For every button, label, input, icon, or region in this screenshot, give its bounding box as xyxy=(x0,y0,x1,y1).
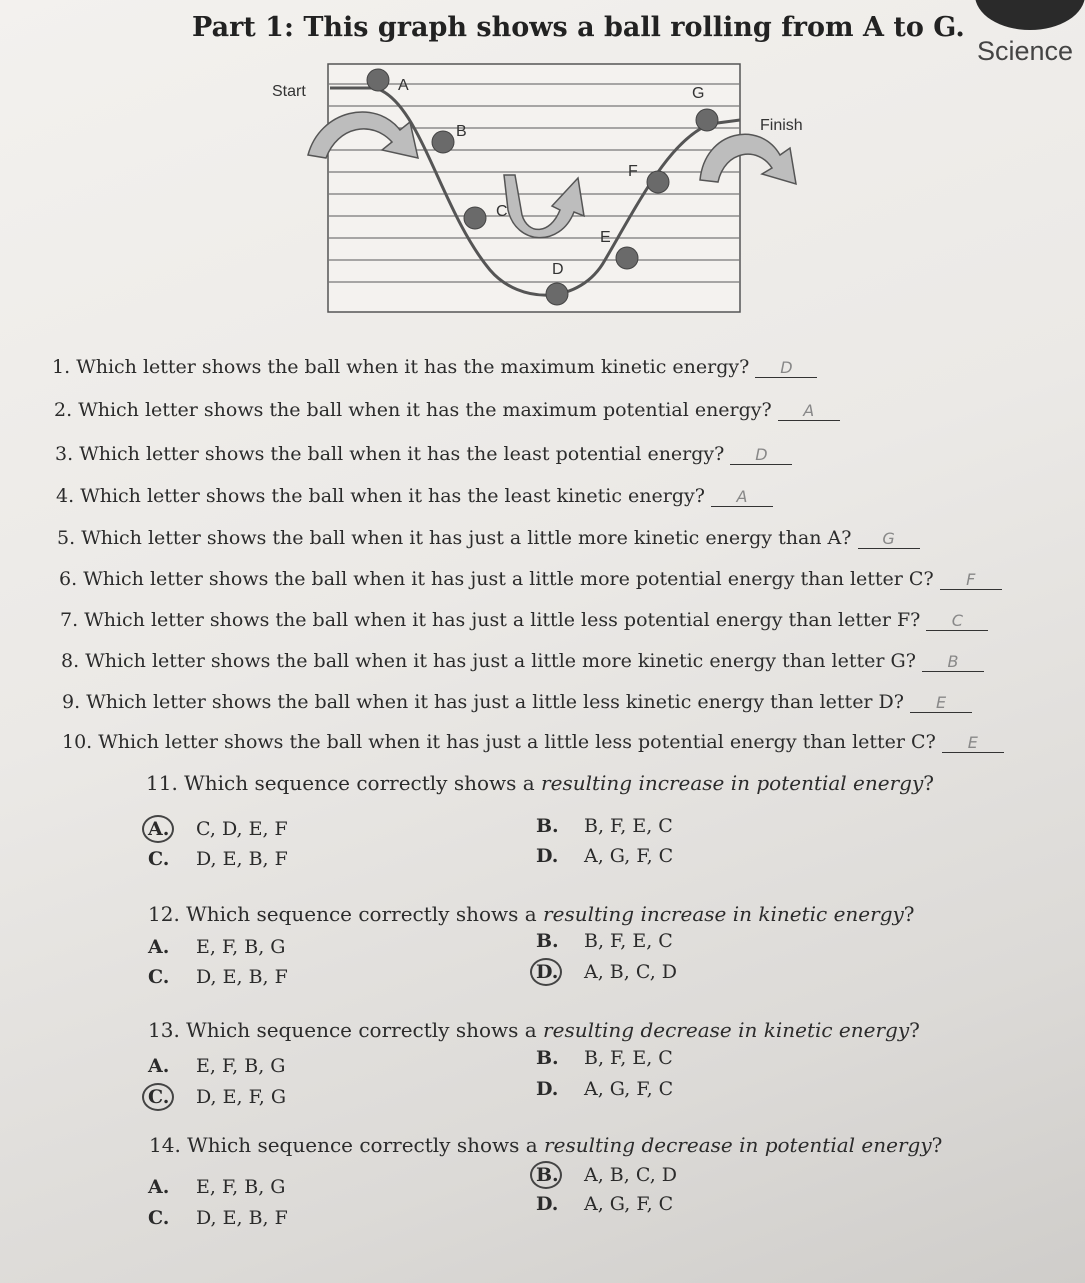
mc-14-option-d[interactable]: D. A, G, F, C xyxy=(536,1193,674,1215)
question-7: 7. Which letter shows the ball when it has just a little less potential energy than letter F? C xyxy=(60,609,988,631)
mc-13-option-a[interactable]: A. E, F, B, G xyxy=(148,1055,286,1077)
label-e: E xyxy=(600,229,611,246)
ball-b xyxy=(432,131,454,153)
ball-c xyxy=(464,207,486,229)
subject-label: Science xyxy=(977,36,1074,66)
finish-label: Finish xyxy=(760,117,803,134)
question-2: 2. Which letter shows the ball when it has the maximum potential energy? A xyxy=(54,399,840,421)
ball-d xyxy=(546,283,568,305)
mc-question-14: 14. Which sequence correctly shows a resulting decrease in potential energy? xyxy=(149,1133,943,1157)
answer-9[interactable]: E xyxy=(910,693,972,713)
mc-12-option-a[interactable]: A. E, F, B, G xyxy=(148,936,286,958)
mc-14-option-c[interactable]: C. D, E, B, F xyxy=(148,1207,288,1229)
answer-2[interactable]: A xyxy=(778,401,840,421)
question-5: 5. Which letter shows the ball when it has just a little more kinetic energy than A? G xyxy=(57,527,920,549)
question-10: 10. Which letter shows the ball when it has just a little less potential energy than letter C? E xyxy=(62,731,1004,753)
mc-13-option-c[interactable]: C. D, E, F, G xyxy=(148,1086,287,1108)
mc-question-11: 11. Which sequence correctly shows a resulting increase in potential energy? xyxy=(146,771,935,795)
ball-g xyxy=(696,109,718,131)
answer-7[interactable]: C xyxy=(926,611,988,631)
answer-1[interactable]: D xyxy=(755,358,817,378)
answer-3[interactable]: D xyxy=(730,445,792,465)
answer-8[interactable]: B xyxy=(922,652,984,672)
mc-14-option-a[interactable]: A. E, F, B, G xyxy=(148,1176,286,1198)
answer-10[interactable]: E xyxy=(942,733,1004,753)
answer-6[interactable]: F xyxy=(940,570,1002,590)
mc-11-option-a[interactable]: A. C, D, E, F xyxy=(148,818,288,840)
mc-13-option-d[interactable]: D. A, G, F, C xyxy=(536,1078,674,1100)
start-label: Start xyxy=(272,83,306,100)
label-f: F xyxy=(628,163,638,180)
rolling-ball-diagram xyxy=(260,60,820,316)
mc-12-option-b[interactable]: B. B, F, E, C xyxy=(536,930,673,952)
label-g: G xyxy=(692,85,705,102)
question-4: 4. Which letter shows the ball when it has the least kinetic energy? A xyxy=(56,485,773,507)
label-c: C xyxy=(496,203,508,220)
mc-11-option-c[interactable]: C. D, E, B, F xyxy=(148,848,288,870)
answer-5[interactable]: G xyxy=(858,529,920,549)
ball-a xyxy=(367,69,389,91)
ball-e xyxy=(616,247,638,269)
label-b: B xyxy=(456,123,467,140)
mc-13-option-b[interactable]: B. B, F, E, C xyxy=(536,1047,673,1069)
label-a: A xyxy=(398,77,409,94)
question-8: 8. Which letter shows the ball when it has just a little more kinetic energy than letter G? B xyxy=(61,650,984,672)
mc-11-option-d[interactable]: D. A, G, F, C xyxy=(536,845,674,867)
question-3: 3. Which letter shows the ball when it has the least potential energy? D xyxy=(55,443,792,465)
page-title: Part 1: This graph shows a ball rolling from A to G. xyxy=(192,12,965,43)
mc-12-option-d[interactable]: D. A, B, C, D xyxy=(536,961,678,983)
mc-14-option-b[interactable]: B. A, B, C, D xyxy=(536,1164,678,1186)
ball-f xyxy=(647,171,669,193)
answer-4[interactable]: A xyxy=(711,487,773,507)
corner-logo xyxy=(975,0,1085,30)
mc-11-option-b[interactable]: B. B, F, E, C xyxy=(536,815,673,837)
question-1: 1. Which letter shows the ball when it has the maximum kinetic energy? D xyxy=(52,356,817,378)
mc-question-13: 13. Which sequence correctly shows a resulting decrease in kinetic energy? xyxy=(148,1018,920,1042)
label-d: D xyxy=(552,261,564,278)
mc-question-12: 12. Which sequence correctly shows a resulting increase in kinetic energy? xyxy=(148,902,915,926)
question-9: 9. Which letter shows the ball when it has just a little less kinetic energy than letter D? E xyxy=(62,691,972,713)
question-6: 6. Which letter shows the ball when it has just a little more potential energy than letter C? F xyxy=(59,568,1002,590)
mc-12-option-c[interactable]: C. D, E, B, F xyxy=(148,966,288,988)
